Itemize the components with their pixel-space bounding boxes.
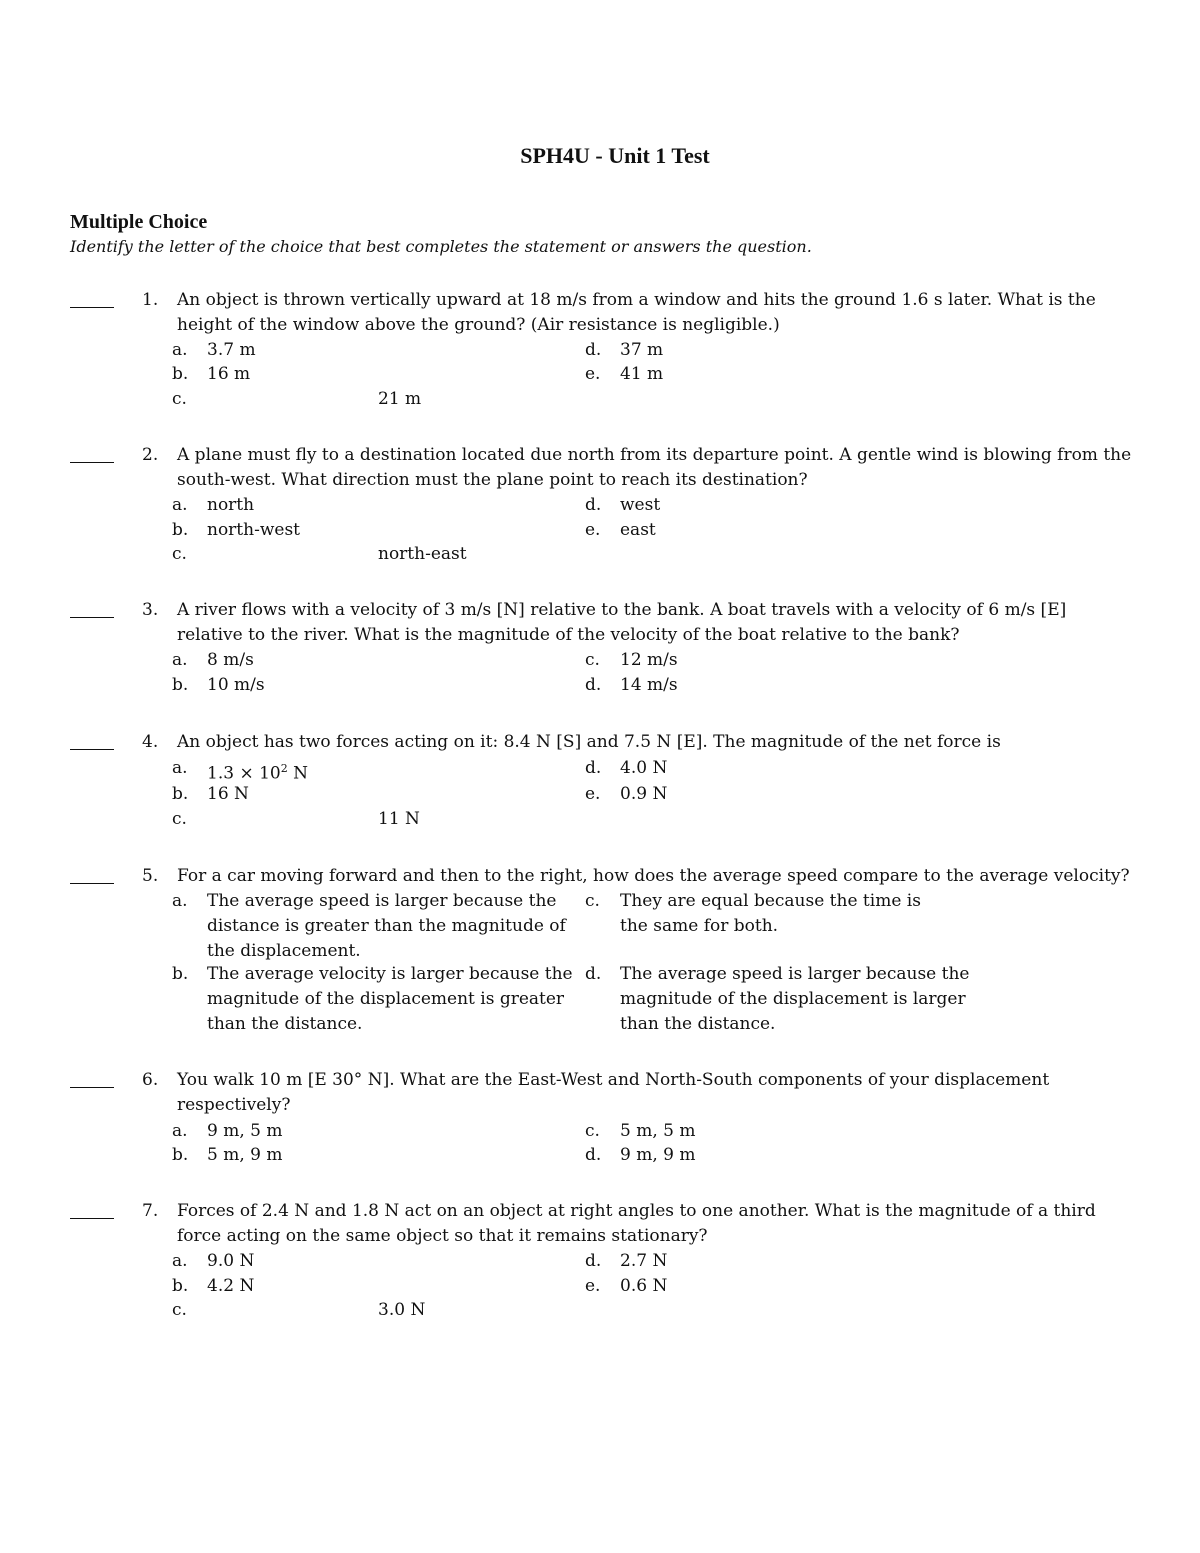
option-text: 16 m	[207, 364, 251, 384]
option-text: north-west	[207, 520, 301, 540]
option-letter: e.	[585, 784, 601, 804]
option-text-unit: N	[287, 763, 309, 784]
option-letter: b.	[172, 520, 189, 540]
option-letter: c.	[172, 809, 187, 829]
option-letter: b.	[172, 1145, 189, 1165]
option-letter: b.	[172, 1276, 189, 1296]
option-text: 4.0 N	[620, 758, 668, 778]
option-text: west	[620, 495, 661, 515]
instructions: Identify the letter of the choice that best completes the statement or answers the question.	[70, 237, 812, 256]
option-text: 9 m, 9 m	[620, 1145, 696, 1165]
option-text: east	[620, 520, 656, 540]
option-text: 3.7 m	[207, 340, 256, 360]
option-letter: c.	[172, 544, 187, 564]
answer-blank[interactable]	[70, 1068, 114, 1088]
question-text: You walk 10 m [E 30° N]. What are the East-West and North-South components of your displacement respectively?	[177, 1070, 1050, 1115]
option-letter: a.	[172, 650, 188, 670]
option-letter: c.	[172, 1300, 187, 1320]
option-text: 12 m/s	[620, 650, 678, 670]
question-text: For a car moving forward and then to the right, how does the average speed compare to the average velocity?	[177, 866, 1130, 886]
question-number: 5.	[142, 866, 159, 886]
option-text-base: 1.3 × 10	[207, 763, 281, 784]
option-letter: b.	[172, 784, 189, 804]
question-number: 6.	[142, 1070, 159, 1090]
question-number: 7.	[142, 1201, 159, 1221]
option-text: 16 N	[207, 784, 249, 804]
option-text: 5 m, 5 m	[620, 1121, 696, 1141]
option-letter: a.	[172, 891, 188, 911]
option-text: 0.9 N	[620, 784, 668, 804]
option-text: 9 m, 5 m	[207, 1121, 283, 1141]
option-letter: d.	[585, 495, 602, 515]
option-text: north	[207, 495, 255, 515]
option-text: 8 m/s	[207, 650, 254, 670]
option-letter: c.	[172, 389, 187, 409]
option-letter: d.	[585, 675, 602, 695]
option-text: The average speed is larger because the magnitude of the displacement is larger than the distance.	[620, 964, 970, 1034]
option-text: The average speed is larger because the distance is greater than the magnitude of the displacement.	[207, 891, 566, 961]
option-letter: a.	[172, 1121, 188, 1141]
option-text: 5 m, 9 m	[207, 1145, 283, 1165]
option-text: 11 N	[378, 809, 420, 829]
option-text: 10 m/s	[207, 675, 265, 695]
option-text: 0.6 N	[620, 1276, 668, 1296]
option-letter: a.	[172, 758, 188, 778]
question-text: A plane must fly to a destination located due north from its departure point. A gentle wind is blowing from the south-west. What direction must the plane point to reach its destination?	[177, 445, 1132, 490]
option-letter: d.	[585, 340, 602, 360]
option-text: 21 m	[378, 389, 422, 409]
answer-blank[interactable]	[70, 1199, 114, 1219]
option-text: 14 m/s	[620, 675, 678, 695]
question-number: 3.	[142, 600, 159, 620]
option-text: north-east	[378, 544, 467, 564]
option-letter: a.	[172, 495, 188, 515]
option-letter: a.	[172, 1251, 188, 1271]
option-text: The average velocity is larger because the magnitude of the displacement is greater than the distance.	[207, 964, 573, 1034]
option-text-exponent: 2	[280, 762, 288, 775]
question-text: An object is thrown vertically upward at 18 m/s from a window and hits the ground 1.6 s later. What is the height of the window above the ground? (Air resistance is negligible.)	[177, 290, 1096, 335]
option-letter: e.	[585, 364, 601, 384]
answer-blank[interactable]	[70, 288, 114, 308]
question-number: 4.	[142, 732, 159, 752]
option-letter: d.	[585, 1145, 602, 1165]
answer-blank[interactable]	[70, 443, 114, 463]
test-title: SPH4U - Unit 1 Test	[520, 143, 710, 168]
answer-blank[interactable]	[70, 864, 114, 884]
section-heading: Multiple Choice	[70, 211, 208, 233]
question-number: 2.	[142, 445, 159, 465]
option-text: They are equal because the time is the same for both.	[620, 891, 921, 936]
option-letter: c.	[585, 891, 600, 911]
option-text: 4.2 N	[207, 1276, 255, 1296]
option-letter: a.	[172, 340, 188, 360]
option-text: 3.0 N	[378, 1300, 426, 1320]
option-letter: e.	[585, 1276, 601, 1296]
answer-blank[interactable]	[70, 730, 114, 750]
option-letter: c.	[585, 650, 600, 670]
option-letter: b.	[172, 364, 189, 384]
question-number: 1.	[142, 290, 159, 310]
option-text: 37 m	[620, 340, 664, 360]
question-text: A river flows with a velocity of 3 m/s [N] relative to the bank. A boat travels with a velocity of 6 m/s [E] relative to the river. What is the magnitude of the velocity of the boat relative to the bank?	[177, 600, 1067, 645]
question-text: Forces of 2.4 N and 1.8 N act on an object at right angles to one another. What is the magnitude of a third force acting on the same object so that it remains stationary?	[177, 1201, 1096, 1246]
option-letter: d.	[585, 1251, 602, 1271]
option-letter: c.	[585, 1121, 600, 1141]
option-letter: d.	[585, 964, 602, 984]
option-text: 9.0 N	[207, 1251, 255, 1271]
option-letter: d.	[585, 758, 602, 778]
question-text: An object has two forces acting on it: 8.4 N [S] and 7.5 N [E]. The magnitude of the net force is	[177, 732, 1001, 752]
option-letter: e.	[585, 520, 601, 540]
option-text: 2.7 N	[620, 1251, 668, 1271]
option-letter: b.	[172, 964, 189, 984]
option-letter: b.	[172, 675, 189, 695]
option-text: 41 m	[620, 364, 664, 384]
answer-blank[interactable]	[70, 598, 114, 618]
